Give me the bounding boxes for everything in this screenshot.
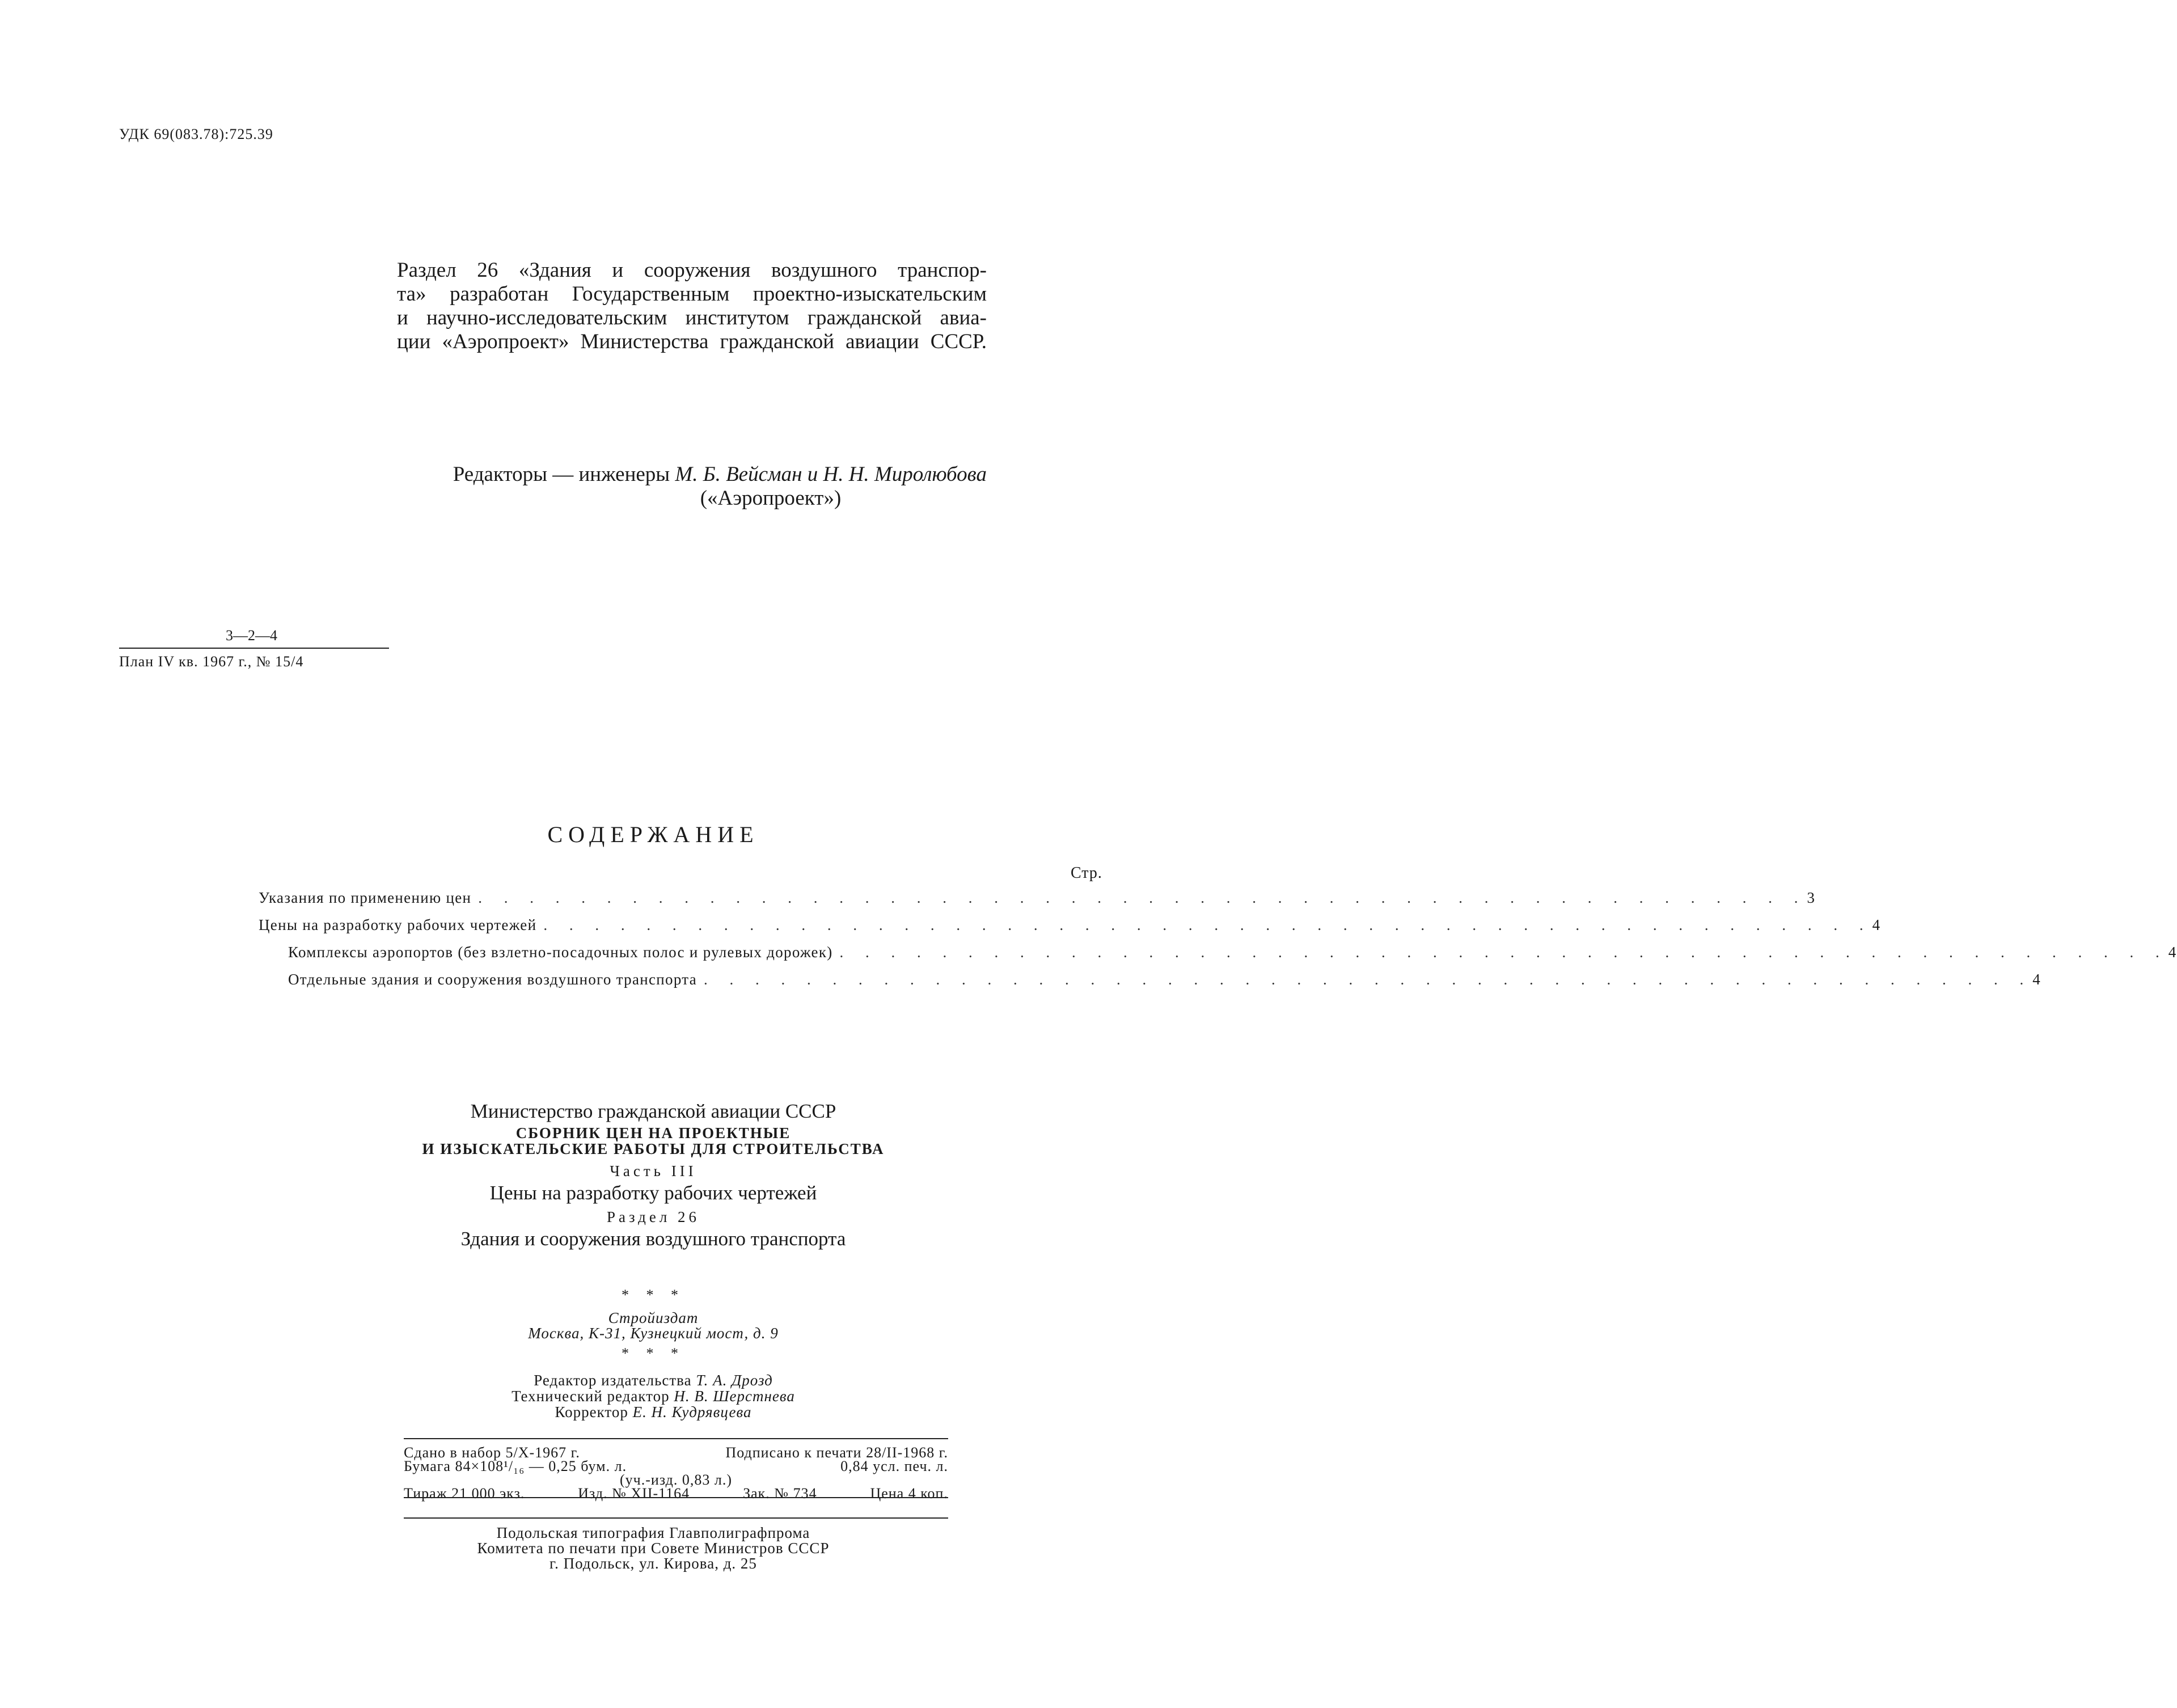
- part-title: Цены на разработку рабочих чертежей: [489, 1182, 817, 1204]
- intro-line: ции «Аэропроект» Министерства гражданской авиации СССР.: [397, 330, 987, 353]
- signed-to-print-date: Подписано к печати 28/II-1968 г.: [725, 1444, 948, 1461]
- toc-item-label: Цены на разработку рабочих чертежей: [259, 916, 537, 933]
- toc-item-label: Указания по применению цен: [259, 889, 472, 906]
- divider: [404, 1497, 948, 1498]
- editor-name-2: Н. Н. Миролюбова: [823, 463, 987, 486]
- printer-line: Комитета по печати при Совете Министров СССР: [477, 1540, 830, 1557]
- udk-code: УДК 69(083.78):725.39: [119, 126, 273, 142]
- separator-stars: * * *: [622, 1345, 685, 1362]
- printer-info: [0, 1525, 1307, 1571]
- toc-leader-dots: . . . . . . . . . . . . . . . . . . . . . . . . . . . . . . . . . . . . . . . . . . . . . . . . . . . .: [703, 971, 2033, 988]
- printed-sheets: 0,84 усл. печ. л.: [840, 1458, 948, 1474]
- toc-item: [259, 889, 1816, 916]
- intro-line: и научно-исследовательским институтом гражданской авиа-: [397, 306, 987, 329]
- price: Цена 4 коп.: [870, 1485, 948, 1502]
- printer-line: Подольская типография Главполиграфпрома: [496, 1524, 810, 1541]
- toc-item: [259, 944, 2177, 971]
- section-label: Раздел 26: [606, 1208, 700, 1225]
- staff-name: Т. А. Дрозд: [696, 1372, 773, 1389]
- publisher-address: Москва, К-31, Кузнецкий мост, д. 9: [528, 1325, 779, 1342]
- editor-name-1: М. Б. Вейсман: [675, 463, 802, 486]
- toc-item-page: 3: [1807, 889, 1816, 906]
- toc-item-page: 4: [1872, 916, 1881, 933]
- toc-leader-dots: . . . . . . . . . . . . . . . . . . . . . . . . . . . . . . . . . . . . . . . . . . . . . . . . . . . .: [543, 916, 1872, 933]
- typeset-date: Сдано в набор 5/X-1967 г.: [404, 1444, 580, 1461]
- publisher-name: Стройиздат: [608, 1309, 699, 1326]
- staff-role: Редактор издательства: [534, 1372, 696, 1389]
- toc-item: [259, 971, 2041, 998]
- toc-leader-dots: . . . . . . . . . . . . . . . . . . . . . . . . . . . . . . . . . . . . . . . . . . . . . . . . . . . .: [839, 944, 2168, 961]
- staff-line: [0, 1372, 1307, 1388]
- divider: [404, 1438, 948, 1439]
- editors-conjunction: и: [802, 463, 823, 486]
- collection-title-line: СБОРНИК ЦЕН НА ПРОЕКТНЫЕ: [515, 1124, 791, 1142]
- staff-line: [0, 1388, 1307, 1404]
- divider: [404, 1517, 948, 1519]
- paper-format: Бумага 84×108¹/₁₆ — 0,25 бум. л.: [404, 1458, 627, 1474]
- editors-org: («Аэропроект»): [700, 487, 842, 510]
- part-label: Часть III: [610, 1162, 697, 1179]
- publisher-sheets: (уч.-изд. 0,83 л.): [620, 1472, 732, 1488]
- toc-item-page: 4: [2032, 971, 2041, 988]
- print-details: [404, 1446, 948, 1500]
- staff-name: Н. В. Шерстнева: [674, 1388, 795, 1405]
- intro-paragraph: [397, 259, 987, 354]
- print-run: Тираж 21 000 экз.: [404, 1485, 525, 1502]
- editors-line: [373, 463, 987, 487]
- publisher-block: [0, 1287, 1307, 1361]
- staff-line: [0, 1404, 1307, 1420]
- staff-role: Технический редактор: [512, 1388, 674, 1405]
- staff-name: Е. Н. Кудрявцева: [632, 1403, 752, 1420]
- editors-block: [373, 463, 987, 510]
- section-title: Здания и сооружения воздушного транспорта: [460, 1228, 846, 1250]
- staff-role: Корректор: [555, 1403, 633, 1420]
- toc-title: СОДЕРЖАНИЕ: [547, 822, 759, 847]
- plan-divider: [119, 648, 389, 649]
- editors-prefix: Редакторы — инженеры: [453, 463, 675, 486]
- intro-line: та» разработан Государственным проектно-изыскательским: [397, 282, 987, 306]
- toc-item-label: Отдельные здания и сооружения воздушного транспорта: [288, 971, 697, 988]
- plan-code: 3—2—4: [226, 627, 277, 644]
- intro-line: Раздел 26 «Здания и сооружения воздушного транспор-: [397, 259, 987, 282]
- order-number: Зак. № 734: [743, 1485, 817, 1502]
- collection-title-line: И ИЗЫСКАТЕЛЬСКИЕ РАБОТЫ ДЛЯ СТРОИТЕЛЬСТВА: [422, 1140, 885, 1157]
- printer-line: г. Подольск, ул. Кирова, д. 25: [549, 1555, 757, 1572]
- toc-leader-dots: . . . . . . . . . . . . . . . . . . . . . . . . . . . . . . . . . . . . . . . . . . . . . . . . . . . .: [478, 889, 1807, 906]
- toc-item-label: Комплексы аэропортов (без взлетно-посадочных полос и рулевых дорожек): [288, 944, 833, 961]
- toc-page-header: Стр.: [1071, 864, 1102, 882]
- toc-item-page: 4: [2168, 944, 2177, 961]
- colophon: [0, 1100, 1307, 1252]
- table-of-contents: [259, 889, 2177, 998]
- staff-credits: [0, 1372, 1307, 1420]
- ministry-name: Министерство гражданской авиации СССР: [470, 1100, 836, 1122]
- edition-number: Изд. № XII-1164: [578, 1485, 690, 1502]
- print-details-row: [404, 1487, 948, 1500]
- separator-stars: * * *: [622, 1287, 685, 1303]
- plan-text: План IV кв. 1967 г., № 15/4: [119, 653, 304, 670]
- toc-item: [259, 916, 1881, 944]
